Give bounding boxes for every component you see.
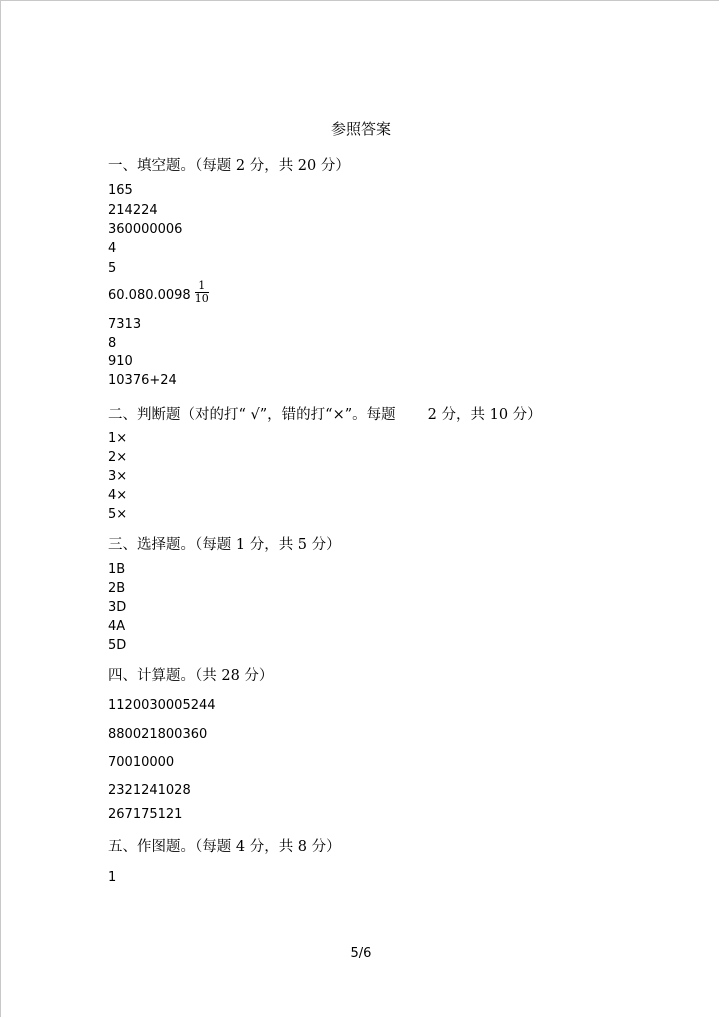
answer-2-2: 2× (108, 450, 128, 465)
answer-4-2: 880021800360 (108, 727, 208, 742)
answer-4-4: 2321241028 (108, 783, 191, 798)
answer-3-4: 4A (108, 619, 126, 634)
answer-1-3: 360000006 (108, 222, 183, 237)
answer-1-5: 5 (108, 261, 117, 276)
answer-1-4: 4 (108, 241, 117, 256)
answer-1-6-text: 60.080.0098 (108, 288, 191, 303)
section-2-heading-b: 2 分，共 10 分） (427, 407, 542, 423)
section-4-heading: 四、计算题。（共 28 分） (108, 668, 274, 684)
answer-1-6 (108, 279, 209, 308)
answer-4-5: 267175121 (108, 807, 183, 822)
answer-4-3: 70010000 (108, 755, 175, 770)
fraction (195, 280, 209, 305)
section-2-heading-a: 二、判断题（对的打“ √”，错的打“×”。每题 (108, 407, 396, 423)
section-2-heading (108, 403, 542, 424)
answer-3-3: 3D (108, 600, 127, 615)
answer-2-5: 5× (108, 507, 128, 522)
answer-3-1: 1B (108, 562, 126, 577)
fraction-numerator: 1 (195, 280, 209, 293)
answer-5-1: 1 (108, 870, 117, 885)
answer-2-3: 3× (108, 469, 128, 484)
answer-1-1: 165 (108, 183, 133, 198)
section-1-heading: 一、填空题。（每题 2 分，共 20 分） (108, 158, 350, 174)
answer-1-7: 7313 (108, 317, 142, 332)
answer-4-1: 1120030005244 (108, 698, 216, 713)
fraction-denominator: 10 (194, 292, 209, 305)
answer-2-1: 1× (108, 431, 128, 446)
section-3-heading: 三、选择题。（每题 1 分，共 5 分） (108, 537, 341, 553)
answer-3-5: 5D (108, 638, 127, 653)
answer-1-2: 214224 (108, 203, 158, 218)
section-5-heading: 五、作图题。（每题 4 分，共 8 分） (108, 839, 341, 855)
answer-2-4: 4× (108, 488, 128, 503)
answer-3-2: 2B (108, 581, 126, 596)
answer-1-9: 910 (108, 354, 133, 369)
answer-1-8: 8 (108, 336, 117, 351)
page-number: 5/6 (350, 946, 372, 961)
page-title: 参照答案 (330, 120, 391, 138)
answer-1-10: 10376+24 (108, 373, 177, 388)
